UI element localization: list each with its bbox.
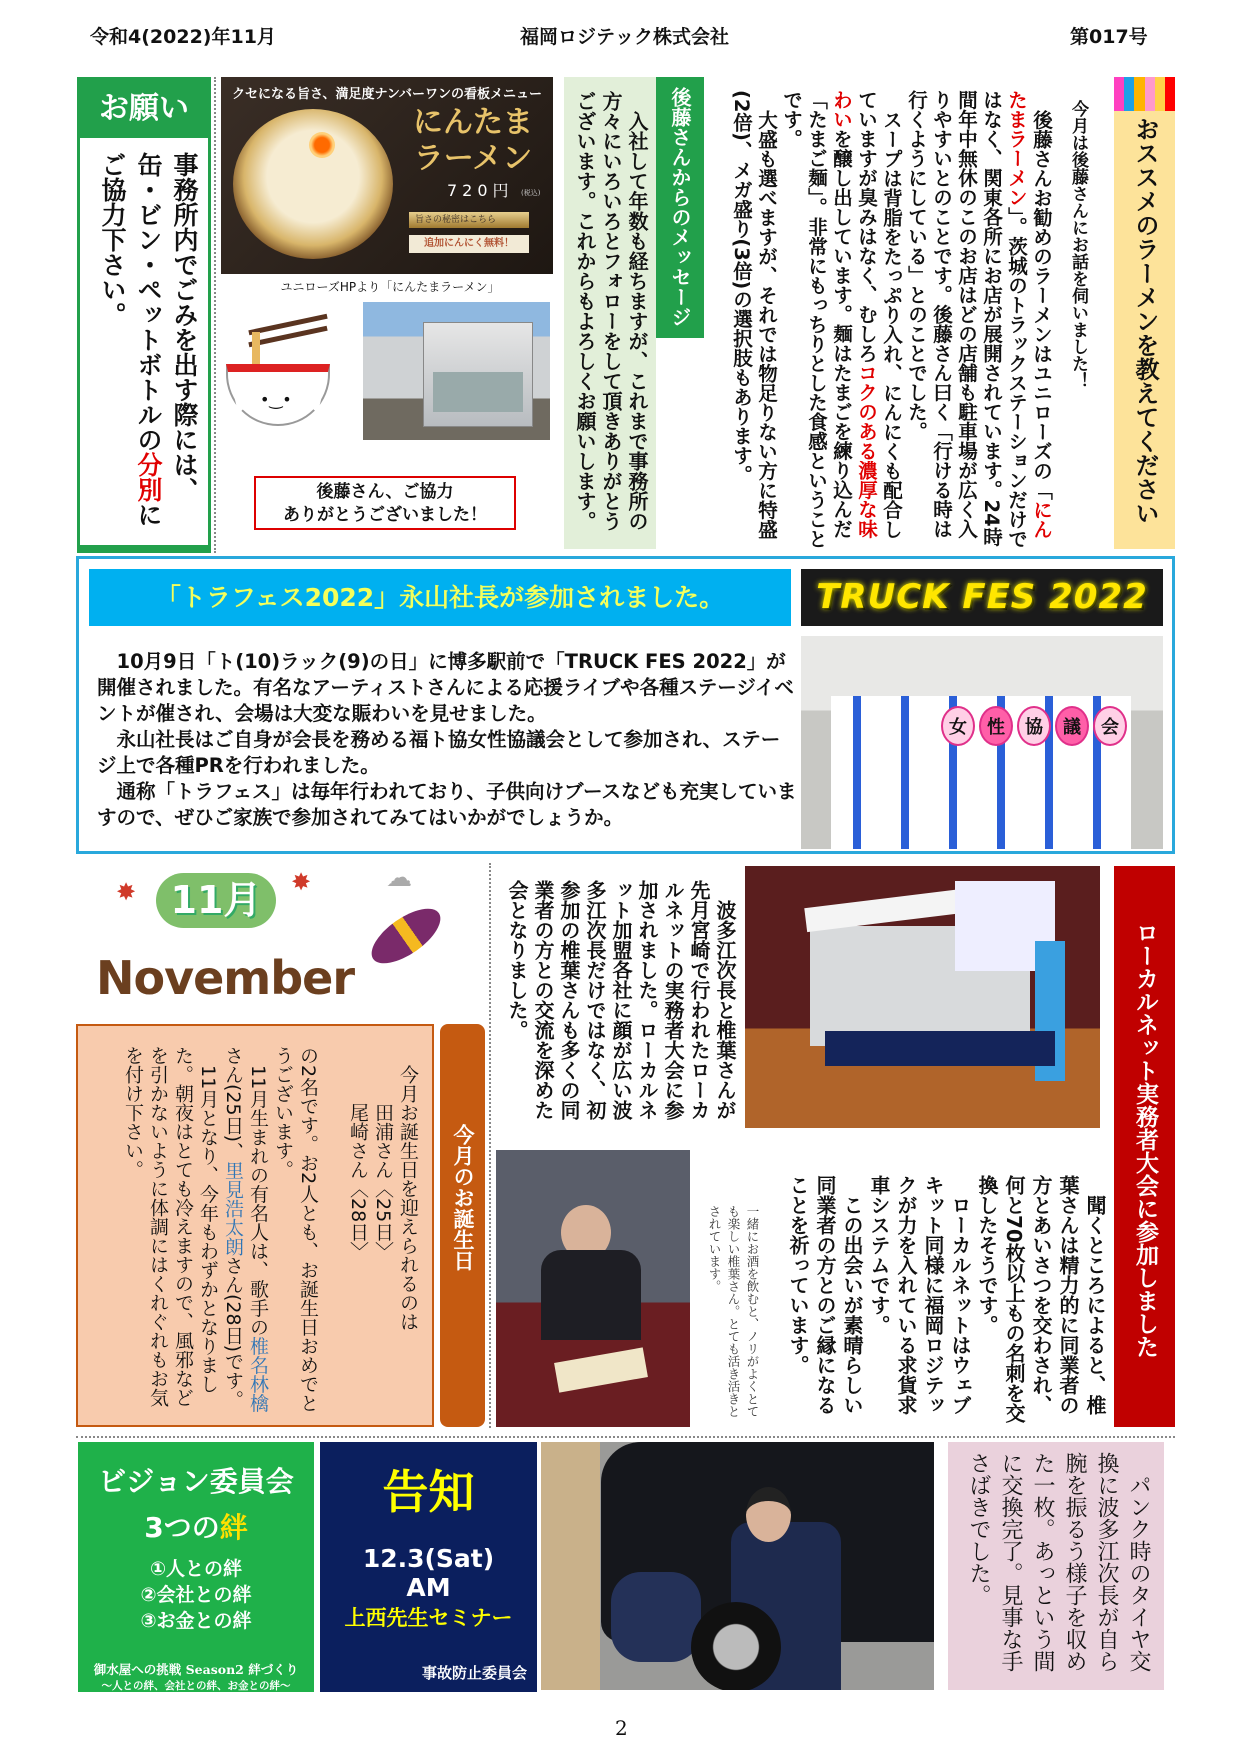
thanks-line: 後藤さん、ご協力 [316, 482, 454, 502]
localnet-title: ローカルネット実務者大会に参加しました [1114, 866, 1175, 1427]
november-word: November [96, 951, 355, 1005]
birthday-line: 尾崎さん〈28日〉 [347, 1103, 369, 1261]
ad-price: 720円 [447, 181, 514, 200]
notice-time: AM [406, 1573, 451, 1602]
birthday-line: 今月お誕生日を迎えられるのは [397, 1065, 419, 1331]
localnet-paragraph: この出会いが素晴らしい同業者の方とのご縁になることを祈っています。 [786, 1175, 864, 1415]
sign-character: 女 [941, 706, 975, 746]
message-text: 入社して年数も経ちますが、これまで事務所の方々にいろいろとフォローをして頂きありがとうございます。これからもよろしくお願いします。 [564, 77, 656, 549]
sign-character: 性 [979, 706, 1013, 746]
birthday-body [76, 1024, 434, 1427]
localnet-body [768, 1175, 1108, 1427]
birthday-line: 田浦さん〈25日〉 [372, 1103, 394, 1261]
color-bar [1155, 77, 1165, 111]
trafes-photo [801, 636, 1163, 849]
thanks-line: ありがとうございました！ [283, 505, 487, 525]
month-badge: 11月 [156, 873, 276, 928]
truck-photo [363, 302, 550, 440]
thanks-box [254, 476, 516, 530]
trafes-title: 「トラフェス2022」永山社長が参加されました。 [89, 569, 791, 626]
color-bars [1114, 77, 1175, 111]
company-name: 福岡ロジテック株式会社 [520, 26, 730, 48]
birthday-line: の2名です。お2人とも、お誕生日おめでとうございます。 [272, 1046, 319, 1413]
localnet-paragraph: 聞くところによると、椎葉さんは精力的に同業者の方とあいさつを交わされ、何と70枚以上もの名刺を交換したそうです。 [975, 1175, 1107, 1423]
request-text: 事務所内でごみを出す際には、缶・ビン・ペットボトルの分別にご協力下さい。 [98, 152, 199, 527]
issue-number: 第017号 [1070, 26, 1148, 48]
color-bar [1134, 77, 1144, 111]
steam-icon: ☁ [386, 863, 412, 893]
sign-character: 会 [1093, 706, 1127, 746]
vision-item: ③お金との絆 [140, 1610, 252, 1632]
article-paragraph: 後藤さんお勧めのラーメンはユニローズの「にんたまラーメン」。茨城のトラックステーションだけではなく、関東各所にお店が展開されています。24時間年中無休のこのお店はどの店舗も駐車場が広く入りやすいとのことです。後藤さん曰く「行ける時は行くようにしている」とのことでした。 [905, 90, 1053, 549]
november-illustration [96, 863, 476, 1013]
ad-tax: (税込) [521, 189, 541, 197]
ad-name: にんたま ラーメン [413, 105, 533, 176]
tire-change-photo [541, 1442, 934, 1690]
ramen-ad-caption: ユニローズHPより「にんたまラーメン」 [280, 280, 500, 294]
trafes-body [97, 649, 797, 831]
notice-date: 12.3(Sat) [362, 1544, 495, 1573]
article-paragraph: 大盛も選べますが、それでは物足りない方に特盛(2倍)、メガ盛り(3倍)の選択肢もあります。 [730, 90, 778, 539]
ad-tagline: クセになる旨さ、満足度ナンバーワンの看板メニュー [232, 87, 542, 102]
birthday-line: 11月生まれの有名人は、歌手の椎名林檎さん(25日)、里見浩太朗さん(28日)です。 [222, 1046, 269, 1413]
ramen-bowl-icon [233, 109, 393, 259]
color-bar [1114, 77, 1124, 111]
leaf-icon: ✸ [291, 868, 312, 896]
birthday-line: 11月となり、今年もわずかとなりました。朝夜はとても冷えますので、風邪などを引かないように体調にはくれぐれもお気を付け下さい。 [122, 1046, 219, 1407]
trafes-paragraph: 10月9日「ト(10)ラック(9)の日」に博多駅前で「TRUCK FES 2022」が開催されました。有名なアーティストさんによる応援ライブや各種ステージイベントが催され、会場は大変な賑わいを見せました。 [97, 650, 794, 725]
vision-footer: 御水屋への挑戦 Season2 絆づくり [93, 1662, 299, 1677]
notice-box [320, 1442, 537, 1692]
ramen-article-title: おススメのラーメンを教えてください [1131, 117, 1159, 525]
ad-garlic: 追加にんにく無料！ [409, 235, 529, 253]
trafes-paragraph: 永山社長はご自身が会長を務める福ト協女性協議会として参加され、ステージ上で各種PRを行われました。 [97, 728, 781, 777]
vision-item: ①人との絆 [149, 1558, 243, 1580]
dinner-photo-caption: 一緒にお酒を飲むと、ノリがよくとても楽しい椎葉さん。とても活き活きとされています。 [707, 1205, 760, 1418]
vision-title: ビジョン委員会 [98, 1465, 294, 1498]
notice-title: 告知 [382, 1465, 475, 1519]
sign-character: 議 [1055, 706, 1089, 746]
ramen-article-lead: 今月は後藤さんにお話を伺いました！ [1068, 100, 1088, 389]
ramen-article-body [726, 90, 1054, 550]
color-bar [1124, 77, 1134, 111]
divider [489, 863, 491, 1428]
ramen-bowl-illustration: •‿• [226, 312, 336, 432]
ramen-ad-image [221, 77, 553, 274]
trafes-section [76, 556, 1175, 854]
sign-character: 協 [1017, 706, 1051, 746]
color-bar [1165, 77, 1175, 111]
trafes-paragraph: 通称「トラフェス」は毎年行われており、子供向けブースなども充実していますので、ぜひご家族で参加されてみてはいかがでしょうか。 [97, 780, 797, 829]
request-box [77, 77, 211, 553]
tire-change-text: パンク時のタイヤ交換に波多江次長が自ら腕を振るう様子を収めた一枚。あっという間に交換完了。見事な手さばきでした。 [948, 1442, 1164, 1690]
truck-fes-banner: TRUCK FES 2022 [801, 569, 1163, 626]
color-bar [1145, 77, 1155, 111]
vision-committee-box [78, 1442, 314, 1692]
sweet-potato-icon [363, 898, 449, 973]
divider [76, 1436, 1175, 1438]
issue-date: 令和4(2022)年11月 [90, 26, 276, 48]
ad-secret-button[interactable]: 旨さの秘密はこちら [409, 212, 529, 228]
birthday-title: 今月のお誕生日 [440, 1024, 485, 1427]
vision-item: ②会社との絆 [140, 1584, 252, 1606]
egg-icon [309, 132, 335, 158]
leaf-icon: ✸ [116, 878, 137, 906]
ramen-article-title-column [1114, 77, 1175, 549]
vision-footer: 〜人との絆、会社との絆、お金との絆〜 [101, 1680, 291, 1692]
notice-organizer: 事故防止委員会 [421, 1664, 527, 1682]
conference-stage-photo [745, 866, 1100, 1128]
message-title: 後藤さんからのメッセージ [656, 77, 704, 338]
localnet-paragraph-1: 波多江次長と椎葉さんが先月宮崎で行われたローカルネットの実務者大会に参加されました。ローカルネット加盟各社に顔が広い波多江次長だけではなく、初参加の椎葉さんも多くの同業者の方との交流を深めた会となりました。 [505, 880, 737, 1120]
page-number: 2 [615, 1716, 628, 1740]
article-paragraph: スープは背脂をたっぷり入れ、にんにくも配合していますが臭みはなく、むしろコクのある濃厚な味わいを醸し出しています。麺はたまごを練り込んだ「たまご麺」。非常にもっちりとした食感ということです。 [780, 90, 903, 549]
notice-event: 上西先生セミナー [344, 1606, 513, 1630]
divider [214, 77, 216, 553]
dinner-photo [496, 1150, 690, 1427]
localnet-paragraph: ローカルネットはウェブキット同様に福岡ロジテックが力を入れている求貨求車システムです。 [867, 1175, 972, 1415]
request-title: お願い [80, 80, 208, 138]
vision-subtitle: 3つの絆 [144, 1511, 248, 1544]
